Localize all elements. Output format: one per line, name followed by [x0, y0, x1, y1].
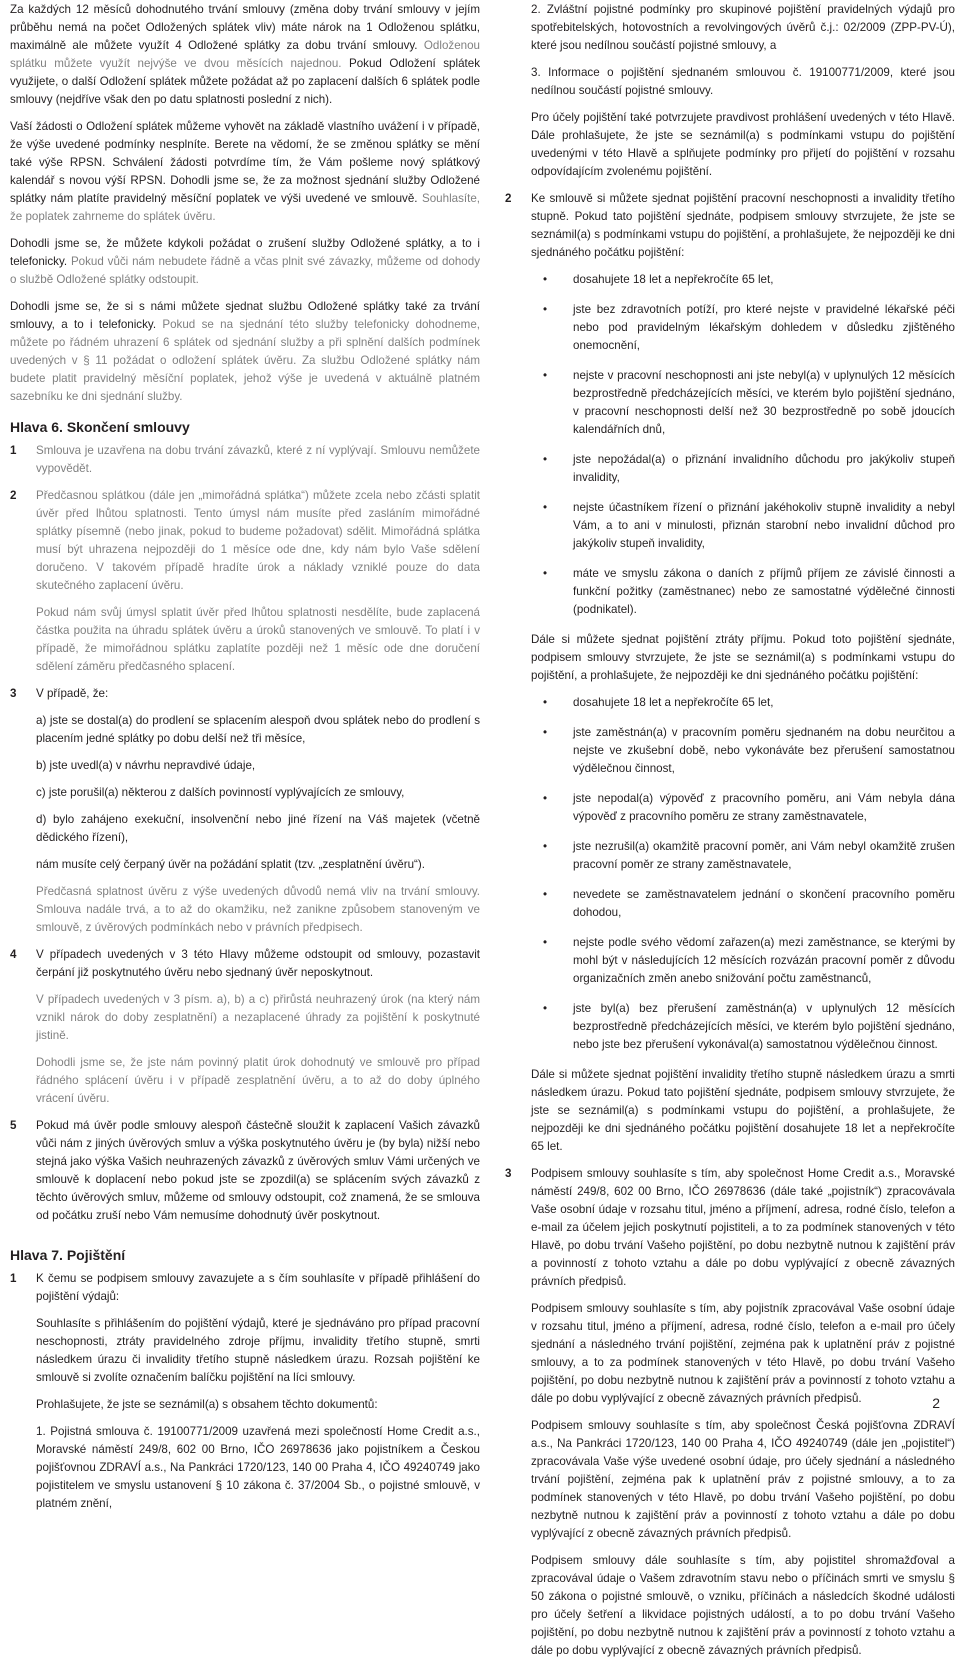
bullet-list-work-incapacity	[531, 271, 955, 619]
cancel-paragraph: Dohodli jsme se, že můžete kdykoli požádat o zrušení služby Odložené splátky, a to i telefonicky. Pokud vůči nám nebudete řádně a včas plnit své závazky, můžeme od dohody o službě Odložené splátky odstoupit.	[10, 237, 480, 286]
list-item: • jste zaměstnán(a) v pracovním poměru sjednaném na dobu neurčitou a nejste ve zkušební době, nebo vykonáváte bez přerušení samostatnou výdělečnou činnost,	[561, 724, 955, 778]
request-paragraph: Vaší žádosti o Odložení splátek můžeme vyhovět na základě vlastního uvážení i v případě, že výše uvedené podmínky nesplníte. Berete na vědomí, že se změnou splátky se mění také výše RPSN. Schválení žádosti potvrdíme tím, že Vám pošleme nový splátkový kalendář s novou výší RPSN. Dohodli jsme se, že za možnost sjednání služby Odložené splátky nám platíte pravidelný měsíční poplatek ve výši uvedené ve smlouvě. Souhlasíte, že poplatek zahrneme do splátek úvěru.	[10, 120, 481, 223]
bullet-list-income-loss	[531, 694, 955, 1054]
section-6-4: 4 V případech uvedených v 3 této Hlavy můžeme odstoupit od smlouvy, pozastavit čerpání již poskytnutého úvěru nebo sjednaný úvěr neposkytnout. V případech uvedených v 3 písm. a), b) a c) přirůstá neuhrazený úrok (na který nám vznikl nárok do doby zesplatnění) a nezaplacené úhrady za pojištění k poskytnuté jistině. Dohodli jsme se, že jste nám povinný platit úrok dohodnutý ve smlouvě pro případ řádného splácení úvěru i v případě zesplatnění úvěru, a to až do doby úplného vrácení úvěru.	[10, 948, 480, 1105]
section-6-2: 2 Předčasnou splátkou (dále jen „mimořádná splátka“) můžete zcela nebo zčásti splatit úvěr před lhůtou splatnosti. Tento úmysl nám musíte před zasláním mimořádné splátky písemně (nebo jinak, pokud to budeme požadovat) sdělit. Mimořádná splátka musí být uhrazena nejpozději do 1 měsíce ode dne, kdy nám bylo Vaše sdělení doručeno. V takovém případě hradíte úrok a náklady vzniklé pouze do data skutečného zaplacení úvěru. Pokud nám svůj úmysl splatit úvěr před lhůtou splatnosti nesdělíte, bude zaplacená částka použita na úhradu splátek úvěru a úroků stanovených ve smlouvě. To platí i v případě, že mimořádnou splátku zaplatíte později než 1 měsíc ode dne doručení sdělení záměru předčasného splacení.	[10, 489, 480, 673]
list-item: • jste byl(a) bez přerušení zaměstnán(a) v uplynulých 12 měsících bezprostředně předcházejících měsíci, ve kterém bylo pojištění sjednáno, nebo jste bez přerušení vykonával(a) samostatnou výdělečnou činnost.	[561, 1000, 955, 1054]
section-6-5: 5 Pokud má úvěr podle smlouvy alespoň částečně sloužit k zaplacení Vašich závazků vůči nám z jiných úvěrových smluv a výška poskytnutého úvěru je (by byla) nižší nebo stejná jako výška Vašich neuhrazených závazků z úvěrových smluv Vámi určených ve smlouvě k doplacení nebo pokud jste se zpozdil(a) se splácením svých závazků z těchto úvěrových smluv, můžeme od smlouvy odstoupit, což znamená, že se smlouva od počátku zruší nebo Vám nemusíme dohodnutý úvěr poskytnout.	[10, 1119, 480, 1222]
section-6-3: 3 V případě, že: a) jste se dostal(a) do prodlení se splacením alespoň dvou splátek nebo do prodlení s placením jedné splátky po dobu delší než tři měsíce, b) jste uvedl(a) v návrhu nepravdivé údaje, c) jste porušil(a) některou z dalších povinností vyplývajících ze smlouvy, d) bylo zahájeno exekuční, insolvenční nebo jiné řízení na Váš majetek (včetně dědického řízení), nám musíte celý čerpaný úvěr na požádání splatit (tzv. „zesplatnění úvěru“). Předčasná splatnost úvěru z výše uvedených důvodů nemá vliv na trvání smlouvy. Smlouva nadále trvá, a to až do okamžiku, než zanikne způsobem stanoveným ve smlouvě, z úvěrových podmínkách nebo v právních předpisech.	[10, 687, 480, 934]
hlava-6-heading: Hlava 6. Skončení smlouvy	[10, 419, 190, 435]
list-item: • nejste podle svého vědomí zařazen(a) mezi zaměstnance, se kterými by mohl být v následujících 12 měsících rozvázán pracovní poměr z důvodu organizačních změn anebo snižování počtu zaměstnanců,	[561, 934, 955, 988]
document-2: 2. Zvláštní pojistné podmínky pro skupinové pojištění pravidelných výdajů pro spotřebitelských, hotovostních a revolvingových úvěrů č.j.: 02/2009 (ZPP-PV-Ú), které jsou nedílnou součástí pojistné smlouvy, a	[531, 3, 955, 52]
section-7-3: 3 Podpisem smlouvy souhlasíte s tím, aby společnost Home Credit a.s., Moravské náměstí 249/8, 602 00 Brno, IČO 26978636 (dále také „pojistník“) zpracovávala Vaše osobní údaje v rozsahu titul, jméno a příjmení, adresa, rodné číslo, telefon a e-mail za účelem jejich poskytnutí pojistiteli, a to za podmínek stanovených v této Hlavě, po dobu trvání Vašeho pojištění, po dobu nezbytně nutnou k zajištění práv a povinností z tohoto vztahu a dále po dobu vyplývající z obecně závazných právních předpisů. Podpisem smlouvy souhlasíte s tím, aby pojistník zpracovával Vaše osobní údaje v rozsahu titul, jméno a příjmení, adresa, rodné číslo, telefon a e-mail pro účely sjednání a následného trvání pojištění, zejména pak k uplatnění práv z pojistné smlouvy, a to za podmínek stanovených v této Hlavě, po dobu trvání Vašeho pojištění, po dobu nezbytně nutnou k zajištění práv a povinností z tohoto vztahu a dále po dobu vyplývající z obecně závazných právních předpisů. Podpisem smlouvy souhlasíte s tím, aby společnost Česká pojišťovna ZDRAVÍ a.s., Na Pankráci 1720/123, 140 00 Praha 4, IČO 49240749 (dále jen „pojistitel“) zpracovávala Vaše výše uvedené osobní údaje, pro účely sjednání a následného trvání pojištění, zejména pak k uplatnění práv z pojistné smlouvy, a to za podmínek stanovených v této Hlavě, po dobu trvání Vašeho pojištění, po dobu nezbytně nutnou k zajištění práv a povinností z tohoto vztahu a dále po dobu vyplývající z obecně závazných právních předpisů. Podpisem smlouvy dále souhlasíte s tím, aby pojistitel shromažďoval a zpracovával údaje o Vašem zdravotním stavu nebo o příčinách smrti ve smyslu § 50 zákona o pojistné smlouvě, o vzniku, příčinách a následcích škodné události pro účely šetření a likvidace pojistných událostí, a to po dobu trvání Vašeho pojištění, po dobu nezbytně nutnou k zajištění práv a povinností z tohoto vztahu a dále po dobu vyplývající z obecně závazných právních předpisů.	[505, 1167, 955, 1657]
page-number: 2	[932, 1395, 940, 1411]
phone-paragraph: Dohodli jsme se, že si s námi můžete sjednat službu Odložené splátky také za trvání smlouvy, a to i telefonicky. Pokud se na sjednání této služby telefonicky dohodneme, můžete po řádném uhrazení 6 splátek od sjednání služby a při splnění dalších podmínek uvedených v § 11 požádat o odložení splátek úvěru. Za službu Odložené splátky nám budete platit pravidelný měsíční poplatek, jehož výše je uvedená v aktuálně platném sazebníku ke dni sjednání služby.	[10, 300, 480, 403]
list-item: • nejste v pracovní neschopnosti ani jste nebyl(a) v uplynulých 12 měsících bezprostředně předcházejících měsíci, ve kterém bylo pojištění sjednáno, v pracovní neschopnosti delší než 30 bezprostředně po sobě jdoucích kalendářních dnů,	[561, 367, 955, 439]
right-column	[505, 0, 955, 1669]
list-item: • jste bez zdravotních potíží, pro které nejste v pravidelné lékařské péči nebo pod pravidelným lékařským dohledem v důsledku zjištěného onemocnění,	[561, 301, 955, 355]
list-item: • jste nepodal(a) výpověď z pracovního poměru, ani Vám nebyla dána výpověď z pracovního poměru ze strany zaměstnavatele,	[561, 790, 955, 826]
list-item: • nejste účastníkem řízení o přiznání jakéhokoliv stupně invalidity a nebyl Vám, a to ani v minulosti, přiznán starobní nebo invalidní důchod pro jakýkoliv stupeň invalidity,	[561, 499, 955, 553]
section-7-2: 2 Ke smlouvě si můžete sjednat pojištění pracovní neschopnosti a invalidity třetího stupně. Pokud tato pojištění sjednáte, podpisem smlouvy stvrzujete, že jste se seznámil(a) s podmínkami vstupu do pojištění, a prohlašujete, že nejpozději ke dni sjednáného počátku pojištění: • dosahujete 18 let a nepřekročíte 65 let, • jste bez zdravotních potíží, pro které nejste v pravidelné lékařské péči nebo pod pravidelným lékařským dohledem v důsledku zjištěného onemocnění, • nejste v pracovní neschopnosti ani jste nebyl(a) v uplynulých 12 měsících bezprostředně předcházejících měsíci, ve kterém bylo pojištění sjednáno, v pracovní neschopnosti delší než 30 bezprostředně po sobě jdoucích kalendářních dnů, • jste nepožádal(a) o přiznání invalidního důchodu pro jakýkoliv stupeň invalidity, • nejste účastníkem řízení o přiznání jakéhokoliv stupně invalidity a nebyl Vám, a to ani v minulosti, přiznán starobní nebo invalidní důchod pro jakýkoliv stupeň invalidity, • máte ve smyslu zákona o daních z příjmů příjem ze závislé činnosti a funkční požitky (zaměstnanec) nebo ze samostatné výdělečné činnosti (podnikatel). Dále si můžete sjednat pojištění ztráty příjmu. Pokud toto pojištění sjednáte, podpisem smlouvy stvrzujete, že jste se seznámil(a) s podmínkami vstupu do pojištění, a prohlašujete, že nejpozději ke dni sjednáného počátku pojištění: • dosahujete 18 let a nepřekročíte 65 let, • jste zaměstnán(a) v pracovním poměru sjednaném na dobu neurčitou a nejste ve zkušební době, nebo vykonáváte bez přerušení samostatnou výdělečnou činnost, • jste nepodal(a) výpověď z pracovního poměru, ani Vám nebyla dána výpověď z pracovního poměru ze strany zaměstnavatele, • jste nezrušil(a) okamžitě pracovní poměr, ani Vám nebyl okamžitě zrušen pracovní poměr ze strany zaměstnavatele, • nevedete se zaměstnavatelem jednání o skončení pracovního poměru dohodou, • nejste podle svého vědomí zařazen(a) mezi zaměstnance, se kterými by mohl být v následujících 12 měsících rozvázán pracovní poměr z důvodu organizačních změn anebo snižování počtu zaměstnanců, • jste byl(a) bez přerušení zaměstnán(a) v uplynulých 12 měsících bezprostředně předcházejících měsíci, ve kterém bylo pojištění sjednáno, nebo jste bez přerušení vykonával(a) samostatnou výdělečnou činnost. Dále si můžete sjednat pojištění invalidity třetího stupně následkem úrazu a smrti následkem úrazu. Pokud tato pojištění sjednáte, podpisem smlouvy stvrzujete, že jste se seznámil(a) s podmínkami vstupu do pojištění, a prohlašujete, že nejpozději ke dni sjednáného počátku pojištění dosahujete 18 let a nepřekročíte 65 let.	[505, 190, 955, 1165]
list-item: • dosahujete 18 let a nepřekročíte 65 let,	[561, 271, 955, 289]
document-3: 3. Informace o pojištění sjednaném smlouvou č. 19100771/2009, které jsou nedílnou součástí pojistné smlouvy.	[531, 66, 955, 97]
left-column	[10, 0, 480, 1522]
confirm-paragraph: Pro účely pojištění také potvrzujete pravdivost prohlášení uvedených v této Hlavě. Dále prohlašujete, že jste se seznámil(a) s podmínkami vstupu do pojištění uvedenými v této Hlavě a splňujete podmínky pro přijetí do pojištění v rozsahu odpovídajícím zvolenému pojištění.	[531, 111, 955, 178]
section-6-1: 1 Smlouva je uzavřena na dobu trvání závazků, které z ní vyplývají. Smlouvu nemůžete vypovědět.	[10, 444, 480, 475]
intro-paragraph: Za každých 12 měsíců dohodnutého trvání smlouvy (změna doby trvání smlouvy v jejím průběhu nemá na počet Odložených splátek vliv) máte nárok na 1 Odloženou splátku, maximálně ale můžete využít 4 Odložené splátky za dobu trvání smlouvy. Odloženou splátku můžete využít nejvýše ve dvou měsících najednou. Pokud Odložení splátek využijete, o další Odložení splátek můžete požádat až po zaplacení dalších 6 splátek podle smlouvy (nejdříve však den po datu splatnosti poslední z nich).	[10, 3, 480, 106]
list-item: • dosahujete 18 let a nepřekročíte 65 let,	[561, 694, 955, 712]
list-item: • jste nepožádal(a) o přiznání invalidního důchodu pro jakýkoliv stupeň invalidity,	[561, 451, 955, 487]
list-item: • jste nezrušil(a) okamžitě pracovní poměr, ani Vám nebyl okamžitě zrušen pracovní poměr ze strany zaměstnavatele,	[561, 838, 955, 874]
list-item: • nevedete se zaměstnavatelem jednání o skončení pracovního poměru dohodou,	[561, 886, 955, 922]
hlava-7-heading: Hlava 7. Pojištění	[10, 1247, 126, 1263]
section-7-1: 1 K čemu se podpisem smlouvy zavazujete a s čím souhlasíte v případě přihlášení do pojištění výdajů: Souhlasíte s přihlášením do pojištění výdajů, které je sjednáváno pro případ pracovní neschopnosti, ztráty pravidelného zdroje příjmu, invalidity třetího stupně, smrti následkem úrazu či invalidity třetího stupně následkem úrazu. Rozsah pojištění ke smlouvě si zvolíte označením balíčku pojištění na líci smlouvy. Prohlašujete, že jste se seznámil(a) s obsahem těchto dokumentů: 1. Pojistná smlouva č. 19100771/2009 uzavřená mezi společností Home Credit a.s., Moravské náměstí 249/8, 602 00 Brno, IČO 26978636 jako pojistníkem a Českou pojišťovnou ZDRAVÍ a.s., Na Pankráci 1720/123, 140 00 Praha 4, IČO 49240749 jako pojistitelem ve smyslu ustanovení § 10 zákona č. 37/2004 Sb., o pojistné smlouvě, v platném znění,	[10, 1272, 480, 1510]
list-item: • máte ve smyslu zákona o daních z příjmů příjem ze závislé činnosti a funkční požitky (zaměstnanec) nebo ze samostatné výdělečné činnosti (podnikatel).	[561, 565, 955, 619]
